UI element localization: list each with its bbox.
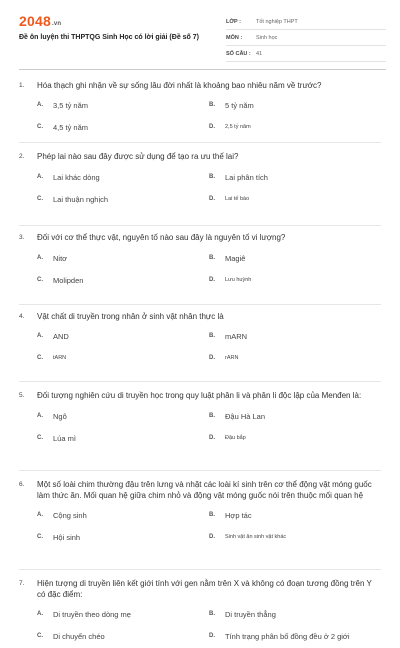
- option-text: Nitơ: [53, 253, 68, 263]
- question-text: Hóa thạch ghi nhận về sự sống lâu đời nhất là khoảng bao nhiêu năm về trước?: [37, 81, 322, 90]
- option-b[interactable]: [209, 603, 381, 625]
- option-b[interactable]: [209, 325, 381, 347]
- option-letter: C.: [37, 435, 43, 441]
- question-number: 2.: [19, 153, 25, 160]
- option-letter: D.: [209, 124, 215, 130]
- option-a[interactable]: [37, 247, 209, 269]
- option-text: Di truyền theo dòng mẹ: [53, 609, 131, 619]
- document-title: Đề ôn luyện thi THPTQG Sinh Học có lời giải (Đề số 7): [19, 34, 199, 41]
- option-text: Lai tế bào: [225, 196, 250, 202]
- question-header: [19, 80, 381, 91]
- meta-label: SỐ CÂU :: [226, 50, 251, 57]
- option-c[interactable]: [37, 427, 209, 449]
- question-number: 6.: [19, 481, 25, 488]
- option-letter: A.: [37, 333, 43, 339]
- option-letter: A.: [37, 611, 43, 617]
- option-text: tARN: [53, 355, 67, 361]
- option-text: Di chuyển chéo: [53, 631, 105, 641]
- question-number: 4.: [19, 313, 25, 320]
- meta-class: [226, 14, 386, 30]
- option-letter: D.: [209, 633, 215, 639]
- option-letter: A.: [37, 102, 43, 108]
- question-header: [19, 578, 381, 600]
- option-letter: B.: [209, 611, 215, 617]
- option-text: Hợp tác: [225, 510, 252, 520]
- question-number: 3.: [19, 234, 25, 241]
- option-letter: C.: [37, 196, 43, 202]
- option-text: Lai khác dòng: [53, 172, 100, 182]
- option-letter: C.: [37, 124, 43, 130]
- meta-value: 41: [256, 50, 263, 57]
- option-c[interactable]: [37, 347, 209, 369]
- option-text: 2,5 tỷ năm: [225, 124, 251, 130]
- option-a[interactable]: [37, 405, 209, 427]
- option-d[interactable]: [209, 526, 381, 548]
- question-header: [19, 311, 381, 322]
- option-a[interactable]: [37, 325, 209, 347]
- option-letter: B.: [209, 512, 215, 518]
- meta-label: LỚP :: [226, 18, 241, 25]
- question-header: [19, 479, 381, 501]
- question-3: [19, 226, 381, 305]
- question-4: [19, 305, 381, 382]
- option-text: AND: [53, 331, 69, 341]
- option-b[interactable]: [209, 405, 381, 427]
- question-number: 1.: [19, 82, 25, 89]
- question-text: Hiện tượng di truyền liên kết giới tính với gen nằm trên X và không có đoạn tương đồng trên Y có đặc điểm:: [37, 579, 372, 599]
- question-1: [19, 80, 381, 143]
- question-text: Phép lai nào sau đây được sử dụng để tạo ra ưu thế lai?: [37, 152, 239, 161]
- option-letter: B.: [209, 413, 215, 419]
- option-a[interactable]: [37, 166, 209, 188]
- options: [19, 94, 381, 138]
- question-number: 7.: [19, 580, 25, 587]
- exam-meta: [226, 14, 386, 62]
- option-text: Ngô: [53, 411, 67, 421]
- option-b[interactable]: [209, 504, 381, 526]
- option-c[interactable]: [37, 625, 209, 647]
- option-d[interactable]: [209, 116, 381, 138]
- question-7: [19, 570, 381, 648]
- question-text: Đối với cơ thể thực vật, nguyên tố nào sau đây là nguyên tố vi lượng?: [37, 233, 286, 242]
- option-text: Hội sinh: [53, 532, 81, 542]
- option-letter: B.: [209, 174, 215, 180]
- logo-main: 2048: [19, 13, 51, 29]
- question-header: [19, 390, 381, 401]
- option-letter: D.: [209, 355, 215, 361]
- question-2: [19, 143, 381, 226]
- option-text: Đậu bắp: [225, 435, 246, 441]
- option-text: Lúa mì: [53, 433, 76, 443]
- option-letter: C.: [37, 534, 43, 540]
- option-text: 3,5 tỷ năm: [53, 100, 89, 110]
- option-d[interactable]: [209, 269, 381, 291]
- option-letter: D.: [209, 196, 215, 202]
- option-b[interactable]: [209, 166, 381, 188]
- question-number: 5.: [19, 392, 25, 399]
- question-text: Một số loài chim thường đậu trên lưng và nhặt các loài kí sinh trên cơ thể động vật móng guốc làm thức ăn. Mối quan hệ giữa chim nhỏ và động vật móng guốc nói trên thuộc mối quan hệ: [37, 480, 372, 500]
- options: [19, 325, 381, 369]
- option-letter: C.: [37, 355, 43, 361]
- option-text: Sinh vật ăn sinh vật khác: [225, 534, 287, 540]
- option-text: Lưu huỳnh: [225, 277, 252, 283]
- options: [19, 247, 381, 291]
- option-a[interactable]: [37, 603, 209, 625]
- question-text: Vật chất di truyền trong nhân ở sinh vật nhân thực là: [37, 312, 224, 321]
- option-letter: C.: [37, 277, 43, 283]
- option-letter: D.: [209, 435, 215, 441]
- option-letter: D.: [209, 534, 215, 540]
- option-text: Di truyền thẳng: [225, 609, 276, 619]
- question-list: [19, 80, 381, 648]
- option-text: Lai phân tích: [225, 172, 268, 182]
- options: [19, 405, 381, 449]
- option-text: rARN: [225, 355, 239, 361]
- meta-value: Sinh học: [256, 34, 278, 41]
- option-text: Molipden: [53, 275, 84, 285]
- meta-subject: [226, 30, 386, 46]
- option-text: Magiê: [225, 253, 246, 263]
- option-d[interactable]: [209, 188, 381, 210]
- option-text: Lai thuận nghịch: [53, 194, 109, 204]
- option-d[interactable]: [209, 347, 381, 369]
- option-text: 4,5 tỷ năm: [53, 122, 89, 132]
- option-text: Cộng sinh: [53, 510, 87, 520]
- option-letter: A.: [37, 512, 43, 518]
- question-header: [19, 232, 381, 243]
- meta-value: Tốt nghiệp THPT: [256, 18, 298, 25]
- header: [0, 0, 400, 70]
- option-letter: C.: [37, 633, 43, 639]
- options: [19, 504, 381, 548]
- header-divider: [19, 69, 386, 70]
- option-text: Đậu Hà Lan: [225, 411, 266, 421]
- logo-sub: .vn: [51, 21, 62, 27]
- option-letter: A.: [37, 174, 43, 180]
- question-6: [19, 471, 381, 570]
- question-header: [19, 151, 381, 162]
- option-a[interactable]: [37, 504, 209, 526]
- option-a[interactable]: [37, 94, 209, 116]
- option-b[interactable]: [209, 247, 381, 269]
- option-d[interactable]: [209, 427, 381, 449]
- option-text: mARN: [225, 331, 248, 341]
- option-d[interactable]: [209, 625, 381, 647]
- option-letter: A.: [37, 255, 43, 261]
- option-c[interactable]: [37, 188, 209, 210]
- meta-question-count: [226, 46, 386, 62]
- option-text: Tính trạng phân bố đồng đều ở 2 giới: [225, 631, 350, 641]
- site-logo[interactable]: [19, 13, 61, 29]
- option-text: 5 tỷ năm: [225, 100, 254, 110]
- question-text: Đối tượng nghiên cứu di truyền học trong quy luật phân li và phân li độc lập của Menđen là:: [37, 391, 362, 400]
- option-b[interactable]: [209, 94, 381, 116]
- option-letter: B.: [209, 333, 215, 339]
- meta-label: MÔN :: [226, 34, 243, 41]
- option-c[interactable]: [37, 269, 209, 291]
- options: [19, 166, 381, 210]
- option-c[interactable]: [37, 116, 209, 138]
- option-letter: A.: [37, 413, 43, 419]
- options: [19, 603, 381, 647]
- option-letter: B.: [209, 255, 215, 261]
- option-c[interactable]: [37, 526, 209, 548]
- question-5: [19, 382, 381, 471]
- option-letter: D.: [209, 277, 215, 283]
- option-letter: B.: [209, 102, 215, 108]
